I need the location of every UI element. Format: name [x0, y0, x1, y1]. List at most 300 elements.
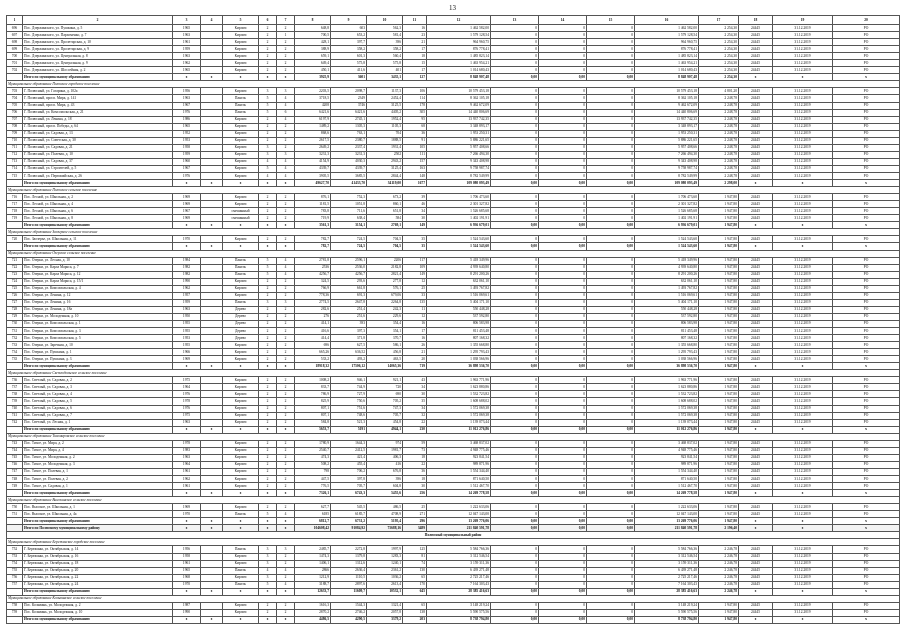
table-cell: Кирпич [223, 553, 259, 560]
table-cell [201, 560, 223, 567]
table-cell: 1983 [173, 447, 201, 454]
table-cell: 31.12.2019 [773, 461, 833, 468]
table-cell [201, 313, 223, 320]
table-cell: 24445 [739, 609, 773, 616]
table-cell: 3 [259, 88, 277, 95]
table-cell: 0 [539, 123, 587, 130]
table-cell: 10 579 453,18 [635, 88, 699, 95]
table-cell: 371,8 [331, 335, 367, 342]
table-cell: 0 [539, 454, 587, 461]
table-cell: 3 [259, 144, 277, 151]
table-cell: 711,6 [331, 208, 367, 215]
table-cell: x [173, 363, 201, 370]
table-row [7, 278, 900, 285]
table-cell: 3 [277, 151, 295, 158]
table-cell: x [223, 490, 259, 497]
table-cell: 923 841,54 [427, 454, 491, 461]
table-cell: 825,9 [295, 398, 331, 405]
table-cell: 2 [277, 137, 295, 144]
table-cell: 1955 [173, 320, 201, 327]
table-cell: 2 254,30 [699, 25, 739, 32]
table-cell: 0 [539, 53, 587, 60]
table-cell: 2 248,78 [699, 165, 739, 172]
table-cell: 2 725 217,46 [427, 574, 491, 581]
table-cell: 1 463 954,21 [427, 60, 491, 67]
table-cell: 1964 [173, 384, 201, 391]
table-cell: 0 [539, 609, 587, 616]
table-cell: 5195,4 [367, 518, 403, 525]
table-cell: x [223, 180, 259, 187]
table-cell: 1990 [173, 278, 201, 285]
table-cell: 277,8 [367, 278, 403, 285]
table-cell: 2 [259, 391, 277, 398]
table-cell: 24445 [739, 574, 773, 581]
table-cell: 2 [277, 39, 295, 46]
table-cell: РО [833, 236, 900, 243]
table-cell: Пос. Лесной, ул. Школьная, д. 8 [23, 215, 173, 222]
table-cell: Г. Полюсный, ул. Гагарина, д. 102а [23, 88, 173, 95]
table-cell: 3 [259, 560, 277, 567]
table-cell: Пос. Тихое, ул. Полевая, д. 1 [23, 468, 173, 475]
table-cell: 0 [491, 236, 539, 243]
table-cell: 0 [491, 602, 539, 609]
table-cell: 0 [587, 53, 635, 60]
table-cell: 0 [539, 194, 587, 201]
table-cell: 2844,4 [367, 172, 403, 179]
table-cell: РО [833, 398, 900, 405]
table-cell: Итого по муниципальному образованию [23, 243, 173, 250]
table-cell: 21 [403, 349, 427, 356]
table-cell: 763,1 [331, 130, 367, 137]
table-cell: 31.12.2019 [773, 511, 833, 518]
table-cell: Кирпич [223, 419, 259, 426]
table-cell: 31.12.2019 [773, 483, 833, 490]
table-cell: 14 440 806,69 [427, 109, 491, 116]
table-cell: 1 038 566,96 [427, 356, 491, 363]
table-cell: 1 947,80 [699, 490, 739, 497]
section-title: Муниципальное образование Тихомировское сельское поселение [7, 433, 900, 440]
table-cell: 747 [7, 468, 23, 475]
table-cell: Панель [223, 109, 259, 116]
table-cell: 11 012 276,86 [427, 426, 491, 433]
table-cell: 1379,8 [331, 553, 367, 560]
table-cell: 30 [403, 391, 427, 398]
table-cell [201, 95, 223, 102]
table-cell: 68 [403, 123, 427, 130]
table-cell: 706 [7, 109, 23, 116]
table-cell: 2 248,78 [699, 144, 739, 151]
table-cell: 705 [7, 102, 23, 109]
table-cell: 24445 [739, 158, 773, 165]
table-cell: 0 [539, 440, 587, 447]
table-cell: 31.12.2019 [773, 328, 833, 335]
table-cell: 0 [587, 215, 635, 222]
table-cell: Пос. Тихое, ул. Садовая, д. 1 [23, 483, 173, 490]
table-cell: 203 [403, 616, 427, 623]
table-cell: 2 [277, 53, 295, 60]
table-cell: 0 [539, 165, 587, 172]
table-cell: 24445 [739, 32, 773, 39]
district-divider-row [7, 532, 900, 539]
table-cell: 0 [587, 32, 635, 39]
table-cell: Панель [223, 95, 259, 102]
table-cell: Пос. Дзержинского, ул. Пушкина, д. 5 [23, 25, 173, 32]
table-cell [201, 335, 223, 342]
table-cell: 2485,7 [295, 546, 331, 553]
table-cell: 24445 [739, 88, 773, 95]
table-cell: 5 [259, 102, 277, 109]
table-cell: 0 [491, 553, 539, 560]
table-cell: 3188,7 [295, 581, 331, 588]
table-cell: 742 [7, 419, 23, 426]
table-cell: 6421,6 [331, 109, 367, 116]
table-cell: 0 [491, 95, 539, 102]
table-cell: 4256,7 [331, 271, 367, 278]
table-cell: 2 248,78 [699, 172, 739, 179]
table-cell: 1959 [173, 46, 201, 53]
table-cell: Кирпич [223, 454, 259, 461]
table-cell [201, 67, 223, 74]
table-cell: 1051,8 [331, 201, 367, 208]
table-cell: 2 [259, 32, 277, 39]
table-cell: Дерево [223, 328, 259, 335]
table-cell: 31.12.2019 [773, 151, 833, 158]
table-cell: 8 362 105,18 [635, 95, 699, 102]
table-cell: 16 [403, 25, 427, 32]
table-cell: 0 [491, 215, 539, 222]
table-cell: 0,00 [587, 490, 635, 497]
table-cell: Дерево [223, 320, 259, 327]
table-cell: x [773, 180, 833, 187]
table-cell: 0 [491, 335, 539, 342]
table-cell: 1962 [173, 285, 201, 292]
table-cell: 1986 [173, 116, 201, 123]
table-cell: 1966 [173, 349, 201, 356]
table-cell: 676,8 [367, 468, 403, 475]
table-cell: 721 [7, 257, 23, 264]
table-cell: 24445 [739, 264, 773, 271]
table-cell: смешанный [223, 215, 259, 222]
table-cell: 31.12.2019 [773, 60, 833, 67]
table-cell: x [259, 222, 277, 229]
column-number-cell: 20 [833, 16, 900, 25]
table-cell: x [201, 180, 223, 187]
table-cell: x [223, 588, 259, 595]
table-cell: 1 947,80 [699, 426, 739, 433]
table-cell: 2 [259, 194, 277, 201]
table-cell: РО [833, 320, 900, 327]
table-cell: РО [833, 46, 900, 53]
table-cell: x [201, 243, 223, 250]
table-cell: x [739, 363, 773, 370]
table-cell: РО [833, 123, 900, 130]
table-cell: 0 [587, 25, 635, 32]
table-cell: Пос. Озерки, ул. Комсомольская, д. 5 [23, 335, 173, 342]
table-cell: 0 [539, 560, 587, 567]
table-cell: 749 [7, 483, 23, 490]
table-cell: 0,00 [491, 180, 539, 187]
table-cell: 2 [277, 405, 295, 412]
table-cell: 0 [491, 356, 539, 363]
table-cell: 0 [539, 349, 587, 356]
table-cell: 0 [587, 130, 635, 137]
table-row [7, 468, 900, 475]
table-cell: 2 248,78 [699, 123, 739, 130]
table-cell: 724,5 [331, 236, 367, 243]
table-cell: 0 [587, 67, 635, 74]
table-cell: 24445 [739, 483, 773, 490]
table-cell: 0 [587, 264, 635, 271]
table-cell: 705,7 [331, 483, 367, 490]
table-cell: 0 [491, 264, 539, 271]
table-cell: 1 526 685,68 [635, 208, 699, 215]
table-cell: 2 [259, 609, 277, 616]
table-cell: 2 248,78 [699, 130, 739, 137]
table-cell: 0 [491, 454, 539, 461]
table-row [7, 335, 900, 342]
table-row [7, 292, 900, 299]
table-cell: 739 [7, 398, 23, 405]
table-cell: 31.12.2019 [773, 39, 833, 46]
column-number-cell: 18 [739, 16, 773, 25]
table-cell: 923 841,54 [635, 454, 699, 461]
table-cell: 5191 [331, 426, 367, 433]
table-cell: 388,9 [295, 46, 331, 53]
table-cell: 1 402 191,91 [635, 215, 699, 222]
table-cell: 0 [587, 581, 635, 588]
table-cell: 211 840 591,78 [427, 525, 491, 532]
table-row [7, 454, 900, 461]
table-cell: 0,00 [491, 74, 539, 81]
table-cell: 0 [587, 95, 635, 102]
table-cell: x [223, 74, 259, 81]
table-cell: Г. Полюсный, ул. Комсомольская, д. 21 [23, 109, 173, 116]
table-cell: 0 [587, 208, 635, 215]
table-cell: 2 246,78 [699, 588, 739, 595]
table-cell [201, 405, 223, 412]
table-cell: 1 572 069,38 [427, 405, 491, 412]
table-cell: 31.12.2019 [773, 88, 833, 95]
table-cell: 1961 [173, 39, 201, 46]
table-cell: 0 [539, 46, 587, 53]
table-cell: 811 453,48 [427, 328, 491, 335]
table-cell: x [201, 363, 223, 370]
table-cell: x [173, 616, 201, 623]
table-cell [201, 109, 223, 116]
table-cell: 3718,5 [295, 95, 331, 102]
table-cell: 1780,9 [295, 440, 331, 447]
table-cell: 0 [491, 201, 539, 208]
table-cell: 2 246,78 [699, 567, 739, 574]
table-cell [201, 208, 223, 215]
table-cell: 0 [491, 158, 539, 165]
table-cell: 704 [367, 130, 403, 137]
table-cell: 3 312 546,54 [427, 553, 491, 560]
table-cell: 24445 [739, 440, 773, 447]
table-cell: 1963 [173, 419, 201, 426]
table-cell [201, 201, 223, 208]
table-cell: 702 [7, 67, 23, 74]
table-cell: 1 038 566,96 [635, 356, 699, 363]
table-cell: 2 [277, 476, 295, 483]
table-cell: 24445 [739, 504, 773, 511]
table-cell: 1 706 473,60 [635, 194, 699, 201]
table-cell: 2 [277, 194, 295, 201]
table-cell: 0 [491, 67, 539, 74]
table-cell: Кирпич [223, 151, 259, 158]
table-cell: 5 886 221,65 [427, 137, 491, 144]
table-cell: 1987 [173, 602, 201, 609]
table-cell: 24445 [739, 116, 773, 123]
table-cell: РО [833, 412, 900, 419]
table-cell: 24445 [739, 454, 773, 461]
table-cell: РО [833, 144, 900, 151]
table-cell: 0 [539, 137, 587, 144]
table-cell: 4 [277, 95, 295, 102]
table-cell: x [223, 363, 259, 370]
table-cell: 2 [277, 553, 295, 560]
table-cell: 1 947,80 [699, 363, 739, 370]
table-cell: 46 [403, 201, 427, 208]
table-cell: 8 738 794,80 [635, 616, 699, 623]
table-cell: Панель [223, 102, 259, 109]
table-cell: 2 246,78 [699, 560, 739, 567]
table-cell: Кирпич [223, 398, 259, 405]
table-cell: 9 343 408,98 [427, 158, 491, 165]
table-cell: 756 [7, 574, 23, 581]
table-cell: РО [833, 32, 900, 39]
table-cell: 0 [491, 172, 539, 179]
table-cell: Кирпич [223, 278, 259, 285]
table-cell: 0 [539, 88, 587, 95]
table-cell: 0 [491, 285, 539, 292]
table-cell [201, 468, 223, 475]
table-cell: 1 947,80 [699, 306, 739, 313]
table-row [7, 88, 900, 95]
table-cell: 0 [539, 264, 587, 271]
table-cell: РО [833, 299, 900, 306]
table-cell: 2 [259, 412, 277, 419]
table-cell: Панель [223, 511, 259, 518]
table-cell: 5 886 221,65 [635, 137, 699, 144]
table-cell: 5 [259, 271, 277, 278]
table-cell: РО [833, 602, 900, 609]
table-cell: РО [833, 292, 900, 299]
table-cell: Кирпич [223, 292, 259, 299]
table-cell: 5 404 171,10 [427, 299, 491, 306]
table-cell: 1959 [173, 299, 201, 306]
table-cell: 0,00 [491, 363, 539, 370]
table-cell: 24445 [739, 377, 773, 384]
table-cell: x [833, 426, 900, 433]
table-cell: 4290,5 [331, 616, 367, 623]
table-cell: 2098,7 [331, 88, 367, 95]
table-cell: x [833, 518, 900, 525]
table-cell: x [773, 518, 833, 525]
table-cell: 1964 [173, 461, 201, 468]
table-cell: 0 [491, 144, 539, 151]
table-cell: 1952 [173, 130, 201, 137]
table-cell: 0 [587, 299, 635, 306]
table-cell: 1 485 823,14 [427, 53, 491, 60]
table-cell: 2272,8 [331, 546, 367, 553]
table-cell: x [223, 525, 259, 532]
table-cell: 860,1 [367, 201, 403, 208]
table-cell: 1 139 073,44 [427, 419, 491, 426]
table-cell: 0 [587, 342, 635, 349]
table-row [7, 215, 900, 222]
table-cell: 2 [277, 335, 295, 342]
table-cell: 24445 [739, 313, 773, 320]
table-cell: 798 [295, 468, 331, 475]
table-cell: 744 [7, 447, 23, 454]
table-cell: 109 080 093,49 [427, 180, 491, 187]
table-cell: 3379,2 [367, 616, 403, 623]
table-cell [7, 180, 23, 187]
table-cell: 724 [7, 278, 23, 285]
table-cell: 31.12.2019 [773, 116, 833, 123]
table-cell: 0,00 [587, 243, 635, 250]
table-cell: 31.12.2019 [773, 123, 833, 130]
table-cell: x [739, 426, 773, 433]
table-cell: 0 [491, 102, 539, 109]
table-cell: 125 [403, 546, 427, 553]
table-cell: 759 [7, 609, 23, 616]
table-cell: x [259, 180, 277, 187]
table-cell: 1965 [173, 67, 201, 74]
table-cell: 2 [259, 137, 277, 144]
table-cell: 454,8 [367, 419, 403, 426]
table-cell: 24445 [739, 335, 773, 342]
table-cell: 2 [277, 60, 295, 67]
column-number-cell: 5 [223, 16, 259, 25]
table-cell: 31.12.2019 [773, 504, 833, 511]
table-cell: 706,2 [331, 468, 367, 475]
table-cell: 0 [539, 151, 587, 158]
table-cell: 43 [403, 377, 427, 384]
table-cell: 2 [277, 419, 295, 426]
table-cell [201, 123, 223, 130]
table-cell: 1970 [173, 511, 201, 518]
table-cell: 2 246,78 [699, 574, 739, 581]
table-cell: 1 947,80 [699, 257, 739, 264]
table-cell: 1 947,80 [699, 264, 739, 271]
table-cell: x [833, 222, 900, 229]
table-cell: 723 [7, 271, 23, 278]
table-cell: 0 [539, 384, 587, 391]
table-cell: 1967 [173, 102, 201, 109]
table-cell: 111 [403, 151, 427, 158]
table-cell: 733 [7, 342, 23, 349]
table-cell: 31.12.2019 [773, 440, 833, 447]
table-cell: 1 947,80 [699, 511, 739, 518]
table-cell [201, 151, 223, 158]
table-row [7, 236, 900, 243]
table-cell: 24445 [739, 560, 773, 567]
table-cell: 1 554 344,40 [427, 468, 491, 475]
table-cell: Пос. Высокое, ул. Школьная, д. 1 [23, 504, 173, 511]
table-cell: 2 [277, 123, 295, 130]
table-cell: 4 [277, 581, 295, 588]
table-cell: 2 [259, 39, 277, 46]
table-cell: 722 [7, 264, 23, 271]
table-cell: 0 [491, 567, 539, 574]
table-cell: 8 291 200,26 [635, 271, 699, 278]
table-cell [201, 158, 223, 165]
table-cell: 704,5 [367, 243, 403, 250]
table-cell: Г. Бережаны, ул. Октябрьская, д. 18 [23, 560, 173, 567]
table-cell: 4 [259, 567, 277, 574]
